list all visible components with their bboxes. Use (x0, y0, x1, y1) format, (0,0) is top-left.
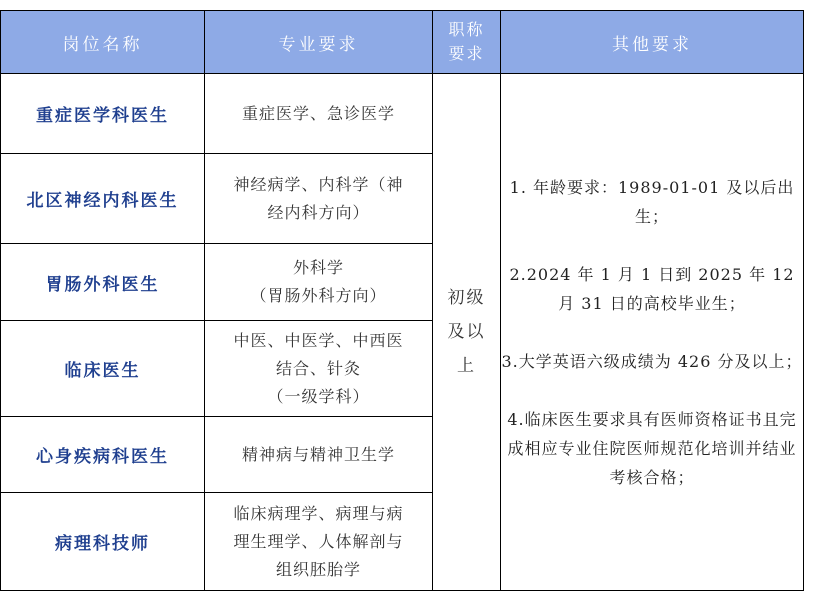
major-line: 中医、中医学、中西医 (233, 330, 404, 350)
major-requirement (205, 417, 433, 493)
position-name: 重症医学科医生 (1, 74, 205, 154)
major-requirement (205, 321, 433, 417)
title-requirement (433, 74, 501, 591)
other-requirements (501, 74, 804, 591)
position-name: 心身疾病科医生 (1, 417, 205, 493)
header-title-line-2: 要求 (448, 44, 485, 63)
position-name: 北区神经内科医生 (1, 154, 205, 244)
major-line: 精神病与精神卫生学 (241, 444, 395, 464)
title-requirement-line: 上 (457, 356, 476, 376)
major-line: 神经病学、内科学（神 (233, 174, 404, 194)
major-line: 重症医学、急诊医学 (241, 103, 395, 123)
header-other: 其他要求 (501, 11, 804, 74)
major-line: （一级学科） (267, 386, 370, 406)
header-position: 岗位名称 (1, 11, 205, 74)
major-requirement (205, 493, 433, 591)
header-title-line-1: 职称 (448, 20, 485, 39)
major-line: 理生理学、人体解剖与 (233, 531, 404, 551)
header-row (1, 11, 804, 74)
other-requirement-item: 1. 年龄要求：1989-01-01 及以后出生； (509, 177, 795, 226)
major-line: （胃肠外科方向） (250, 286, 387, 305)
position-name: 胃肠外科医生 (1, 244, 205, 321)
major-line: 外科学 (292, 258, 344, 277)
major-requirement (205, 74, 433, 154)
recruitment-table (0, 10, 804, 591)
header-major: 专业要求 (205, 11, 433, 74)
major-requirement (205, 244, 433, 321)
major-line: 临床病理学、病理与病 (233, 503, 404, 523)
major-line: 经内科方向） (267, 202, 370, 222)
title-requirement-line: 初级 (447, 288, 486, 308)
title-requirement-line: 及以 (447, 322, 486, 342)
major-requirement (205, 154, 433, 244)
table-row (1, 74, 804, 154)
position-name: 病理科技师 (1, 493, 205, 591)
major-line: 组织胚胎学 (275, 559, 361, 579)
position-name: 临床医生 (1, 321, 205, 417)
other-requirement-item: 3.大学英语六级成绩为 426 分及以上； (501, 351, 803, 371)
header-title-requirement (433, 11, 501, 74)
major-line: 结合、针灸 (275, 358, 361, 378)
other-requirement-item: 4.临床医生要求具有医师资格证书且完成相应专业住院医师规范化培训并结业考核合格； (507, 409, 797, 487)
other-requirement-item: 2.2024 年 1 月 1 日到 2025 年 12 月 31 日的高校毕业生； (509, 264, 795, 313)
